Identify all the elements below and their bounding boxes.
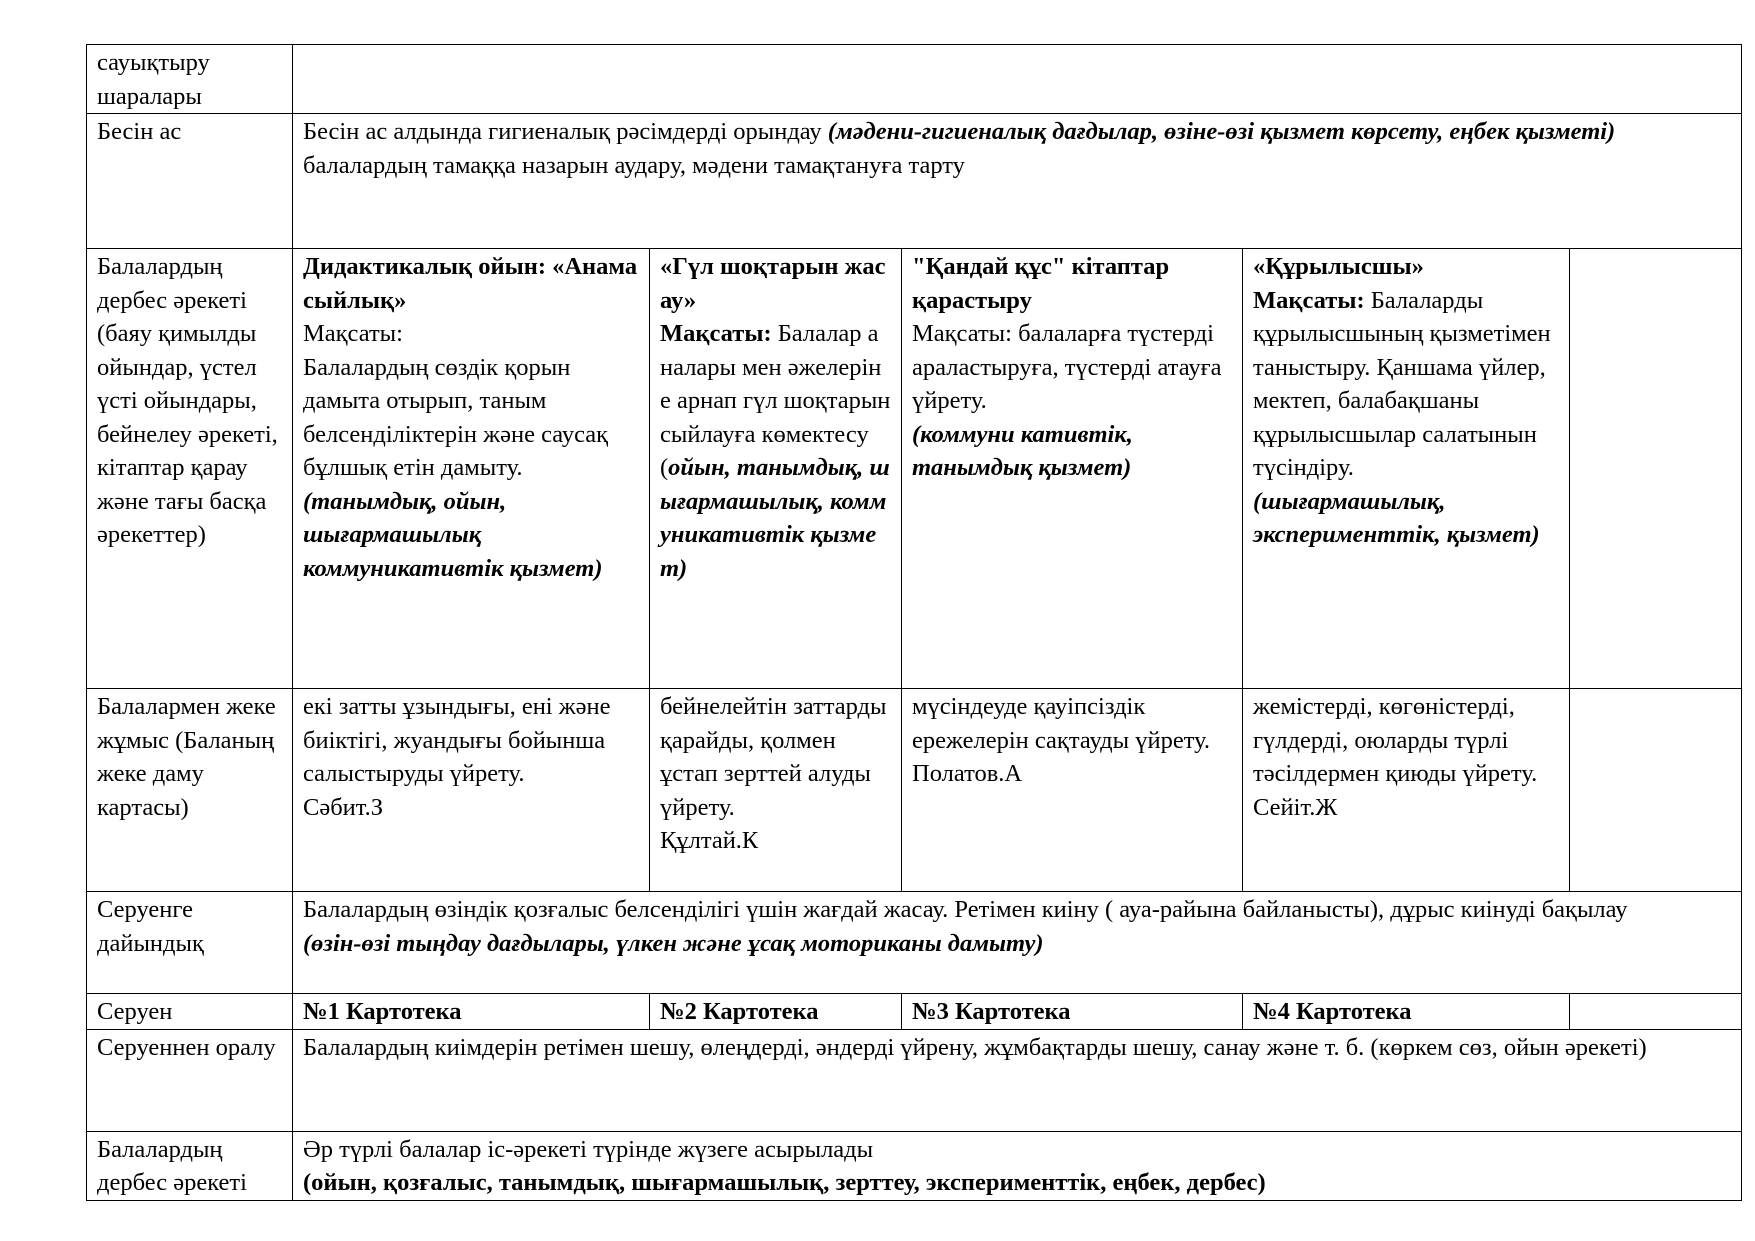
- individual-cell-1: [293, 689, 650, 892]
- walk-card-1: №1 Картотека: [293, 994, 650, 1030]
- individual-text: жемістерді, көгөністерді, гүлдерді, оюларды түрлі тәсілдермен қиюды үйрету.: [1253, 693, 1538, 787]
- activity-text: Балалар аналары мен әжелеріне арнап гүл шоқтарын сыйлауға көмектесу: [660, 320, 891, 448]
- row-label: Серуеннен оралу: [87, 1029, 293, 1131]
- child-name: Сәбит.З: [303, 793, 384, 821]
- individual-text: бейнелейтін заттарды қарайды, қолмен ұстап зерттей алуды үйрету.: [660, 693, 887, 821]
- activity-note: (танымдық, ойын, шығармашылық коммуникативтік қызмет): [303, 487, 603, 582]
- activity-title: «Құрылысшы»: [1253, 253, 1424, 280]
- table-row: [87, 689, 1742, 892]
- goal-label: Мақсаты:: [303, 320, 403, 347]
- table-row: [87, 249, 1742, 689]
- activity-cell-2: [650, 249, 902, 689]
- goal-label: Мақсаты:: [660, 320, 772, 347]
- activity-text: Балалардың сөздік қорын дамыта отырып, таным белсенділіктерін және саусақ бұлшық етін дамыту.: [303, 353, 609, 481]
- empty-cell: [1570, 689, 1742, 892]
- activity-text: Балаларды құрылысшының қызметімен таныстыру. Қаншама үйлер, мектеп, балабақшаны құрылысшылар салатынын түсіндіру.: [1253, 286, 1551, 481]
- row-label: Серуенге дайындық: [87, 892, 293, 994]
- individual-text: екі затты ұзындығы, ені және биіктігі, жуандығы бойынша салыстыруды үйрету.: [303, 693, 611, 787]
- activity-text: Мақсаты: балаларға түстерді араластыруға, түстерді атауға үйрету.: [912, 320, 1222, 414]
- row-label: Балалардың дербес әрекеті (баяу қимылды ойындар, үстел үсті ойындары, бейнелеу әрекеті, кітаптар қарау және тағы басқа әрекеттер): [87, 249, 293, 689]
- activity-title: «Гүл шоқтарын жасау»: [660, 253, 886, 314]
- child-name: Құлтай.К: [660, 827, 759, 854]
- activity-note: (ойын, қозғалыс, танымдық, шығармашылық, зерттеу, эксперименттік, еңбек, дербес): [303, 1169, 1266, 1196]
- daily-plan-table: [86, 44, 1742, 1201]
- row-label: Балалардың дербес әрекеті: [87, 1131, 293, 1200]
- individual-cell-3: [902, 689, 1243, 892]
- table-row: [87, 114, 1742, 249]
- row-label: сауықтыру шаралары: [87, 45, 293, 114]
- content-text: Балалардың өзіндік қозғалыс белсенділігі үшін жағдай жасау. Ретімен киіну ( ауа-райына байланысты), дұрыс киінуді бақылау: [303, 896, 1628, 923]
- activity-cell-3: [902, 249, 1243, 689]
- table-row: [87, 994, 1742, 1030]
- row-content: [293, 1131, 1742, 1200]
- empty-cell: [1570, 249, 1742, 689]
- individual-cell-4: [1243, 689, 1570, 892]
- table-row: [87, 45, 1742, 114]
- activity-cell-1: [293, 249, 650, 689]
- activity-note: (шығармашылық, эксперименттік, қызмет): [1253, 487, 1540, 548]
- table-row: [87, 1131, 1742, 1200]
- content-text: Бесін ас алдында гигиеналық рәсімдерді орындау: [303, 118, 828, 145]
- activity-note: ойын, танымдық, шығармашылық, коммуникативтік қызмет): [660, 454, 890, 582]
- row-content: [293, 892, 1742, 994]
- child-name: Сейіт.Ж: [1253, 793, 1338, 821]
- walk-card-2: №2 Картотека: [650, 994, 902, 1030]
- activity-note: (өзін-өзі тыңдау дағдылары, үлкен және ұсақ моториканы дамыту): [303, 929, 1044, 957]
- row-label: Бесін ас: [87, 114, 293, 249]
- activity-cell-4: [1243, 249, 1570, 689]
- daily-plan-sheet: [86, 44, 1741, 1201]
- row-content: [293, 45, 1742, 114]
- empty-cell: [1570, 994, 1742, 1030]
- activity-title: Дидактикалық ойын: «Анама сыйлық»: [303, 253, 638, 314]
- row-label: Балалармен жеке жұмыс (Баланың жеке даму картасы): [87, 689, 293, 892]
- walk-card-3: №3 Картотека: [902, 994, 1243, 1030]
- individual-cell-2: [650, 689, 902, 892]
- content-text: Әр түрлі балалар іс-әрекеті түрінде жүзеге асырылады: [303, 1135, 874, 1163]
- row-label: Серуен: [87, 994, 293, 1030]
- child-name: Полатов.А: [912, 760, 1023, 787]
- table-row: [87, 892, 1742, 994]
- goal-label: Мақсаты:: [1253, 286, 1365, 314]
- activity-note: (мәдени-гигиеналық дағдылар, өзіне-өзі қызмет көрсету, еңбек қызметі): [827, 118, 1616, 145]
- individual-text: мүсіндеуде қауіпсіздік ережелерін сақтауды үйрету.: [912, 693, 1211, 754]
- table-row: [87, 1029, 1742, 1131]
- activity-note-bracket: (: [660, 454, 669, 481]
- activity-title: "Қандай құс" кітаптар қарастыру: [912, 253, 1170, 314]
- row-content: Балалардың киімдерін ретімен шешу, өлеңдерді, әндерді үйрену, жұмбақтарды шешу, санау және т. б. (көркем сөз, ойын әрекеті): [293, 1029, 1742, 1131]
- row-content: [293, 114, 1742, 249]
- walk-card-4: №4 Картотека: [1243, 994, 1570, 1030]
- activity-note: (коммуни кативтік, танымдық қызмет): [912, 420, 1133, 481]
- content-text: балалардың тамаққа назарын аудару, мәдени тамақтануға тарту: [303, 151, 965, 179]
